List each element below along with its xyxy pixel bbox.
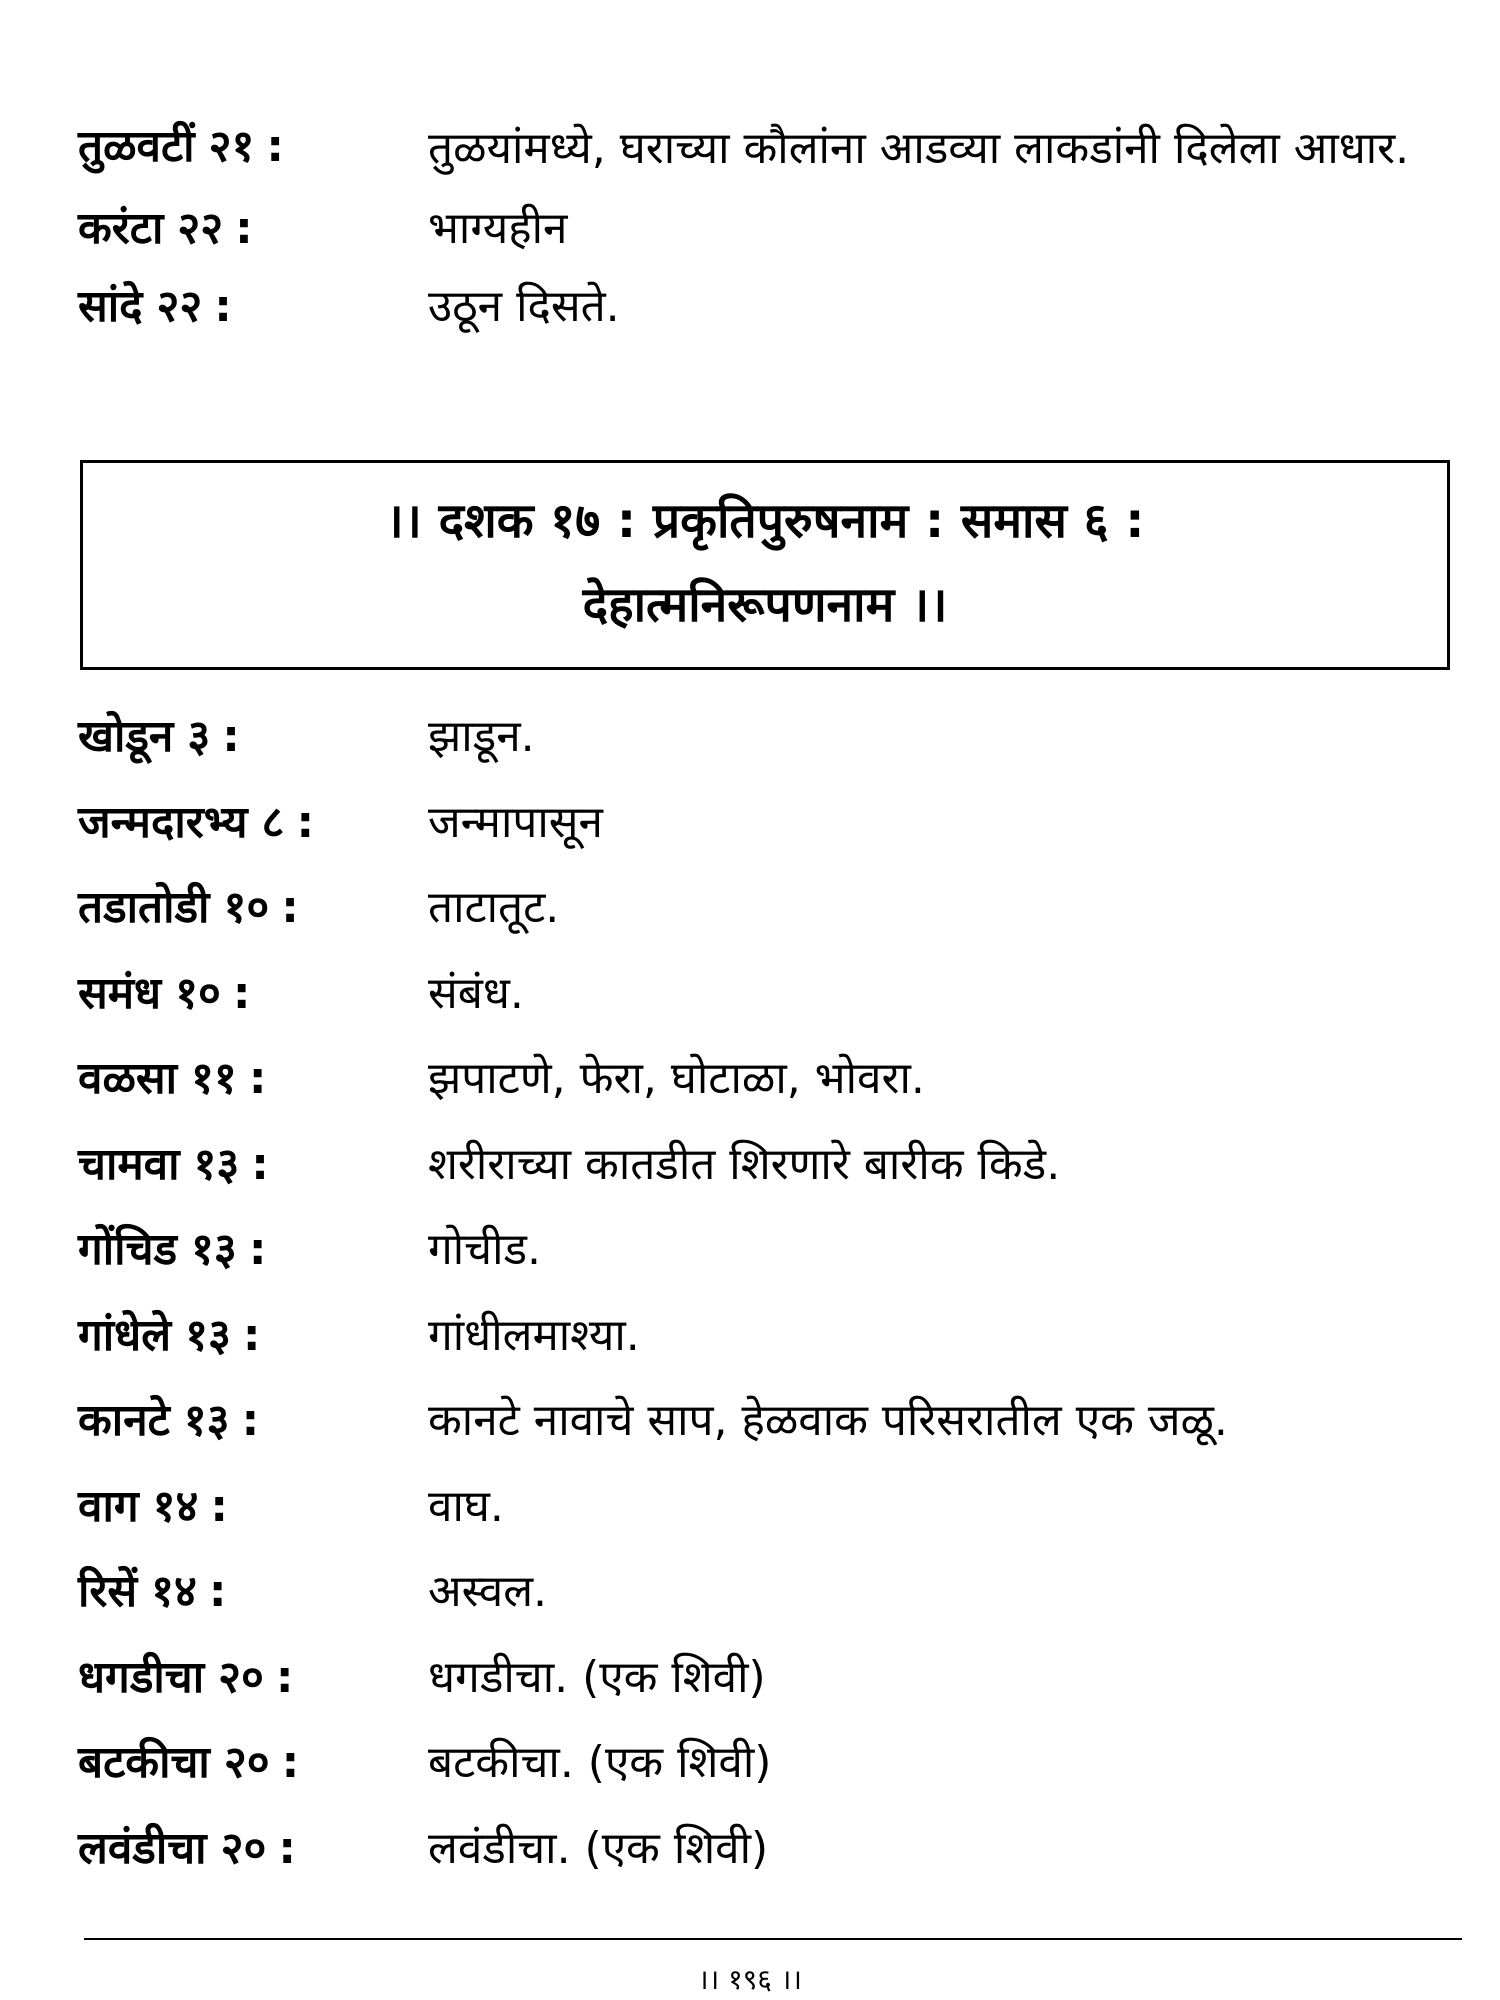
- glossary-meaning: तुळयांमध्ये, घराच्या कौलांना आडव्या लाकडांनी दिलेला आधार.: [428, 123, 1410, 174]
- verse-number: २०: [220, 1822, 267, 1874]
- glossary-list-top: [78, 108, 1458, 346]
- term-colon: :: [281, 882, 299, 933]
- verse-number: २०: [218, 1651, 264, 1703]
- glossary-entry: [78, 190, 1458, 268]
- verse-number: १०: [175, 967, 221, 1019]
- verse-number: ३: [187, 711, 211, 762]
- glossary-entry: [78, 1806, 1458, 1892]
- glossary-meaning: झपाटणे, फेरा, घोटाळा, भोवरा.: [428, 1053, 925, 1104]
- verse-number: ८: [261, 796, 285, 848]
- footer-divider: [84, 1938, 1462, 1940]
- glossary-meaning: शरीराच्या कातडीत शिरणारे बारीक किडे.: [428, 1138, 1061, 1190]
- page-number: ।। १९६ ।।: [698, 1963, 802, 1996]
- verse-number: २०: [223, 1737, 270, 1788]
- term-colon: :: [214, 281, 232, 332]
- glossary-term: तुळवटीं: [78, 121, 195, 172]
- glossary-meaning: वाघ.: [428, 1480, 504, 1532]
- glossary-meaning: गांधीलमाश्या.: [428, 1309, 640, 1361]
- glossary-term: धगडीचा: [78, 1651, 205, 1703]
- glossary-meaning: झाडून.: [428, 711, 535, 762]
- glossary-term: बटकीचा: [78, 1737, 210, 1788]
- glossary-entry: [78, 1036, 1458, 1122]
- glossary-entry: [78, 1464, 1458, 1550]
- glossary-meaning: बटकीचा. (एक शिवी): [428, 1737, 772, 1788]
- glossary-entry: [78, 108, 1458, 190]
- glossary-term: तडातोडी: [78, 882, 210, 933]
- glossary-meaning: अस्वल.: [428, 1566, 548, 1617]
- glossary-term: चामवा: [78, 1138, 180, 1190]
- term-colon: :: [242, 1309, 261, 1361]
- term-colon: :: [278, 1822, 296, 1874]
- glossary-entry: [78, 1378, 1458, 1464]
- term-colon: :: [222, 711, 240, 762]
- section-heading-line-1: ।। दशक १७ : प्रकृतिपुरुषनाम : समास ६ :: [385, 493, 1145, 549]
- term-colon: :: [248, 1224, 267, 1275]
- glossary-term: कानटे: [78, 1395, 170, 1446]
- glossary-term: समंध: [78, 967, 162, 1019]
- verse-number: १३: [183, 1395, 230, 1446]
- term-colon: :: [296, 796, 315, 848]
- glossary-entry: [78, 268, 1458, 346]
- glossary-entry: [78, 694, 1458, 780]
- section-heading-line-2: देहात्मनिरूपणनाम ।।: [582, 577, 948, 633]
- glossary-entry: [78, 951, 1458, 1037]
- glossary-entry: [78, 1549, 1458, 1635]
- glossary-term: सांदे: [78, 281, 143, 332]
- verse-number: १०: [223, 882, 270, 933]
- verse-number: १३: [185, 1309, 231, 1361]
- glossary-meaning: उठून दिसते.: [428, 281, 620, 332]
- term-colon: :: [232, 967, 251, 1019]
- glossary-entry: [78, 1635, 1458, 1721]
- glossary-meaning: धगडीचा. (एक शिवी): [428, 1651, 766, 1703]
- term-colon: :: [275, 1651, 294, 1703]
- term-colon: :: [281, 1737, 300, 1788]
- glossary-term: लवंडीचा: [78, 1822, 207, 1874]
- term-colon: :: [266, 121, 284, 172]
- glossary-entry: [78, 1207, 1458, 1293]
- term-colon: :: [235, 203, 253, 254]
- term-colon: :: [251, 1138, 269, 1190]
- glossary-term: गांधेले: [78, 1309, 172, 1361]
- verse-number: १३: [193, 1138, 240, 1190]
- glossary-entry: [78, 1122, 1458, 1208]
- section-heading-box: [80, 460, 1450, 670]
- verse-number: २२: [156, 281, 203, 332]
- glossary-term: जन्मदारभ्य: [78, 796, 248, 848]
- term-colon: :: [248, 1053, 267, 1104]
- glossary-entry: [78, 780, 1458, 866]
- glossary-entry: [78, 1720, 1458, 1806]
- term-colon: :: [241, 1395, 260, 1446]
- glossary-term: करंटा: [78, 203, 164, 254]
- term-colon: :: [208, 1566, 227, 1617]
- glossary-meaning: गोचीड.: [428, 1224, 542, 1275]
- verse-number: २१: [208, 121, 255, 172]
- verse-number: १३: [191, 1224, 237, 1275]
- glossary-term: रिसें: [78, 1566, 138, 1617]
- term-colon: :: [210, 1480, 229, 1532]
- verse-number: १४: [151, 1566, 197, 1617]
- glossary-meaning: संबंध.: [428, 967, 524, 1019]
- verse-number: २२: [177, 203, 224, 254]
- verse-number: ११: [191, 1053, 237, 1104]
- verse-number: १४: [152, 1480, 199, 1532]
- glossary-term: वळसा: [78, 1053, 178, 1104]
- glossary-meaning: ताटातूट.: [428, 882, 560, 933]
- glossary-term: वाग: [78, 1480, 139, 1532]
- glossary-term: खोडून: [78, 711, 174, 762]
- glossary-meaning: भाग्यहीन: [428, 203, 568, 254]
- glossary-term: गोंचिड: [78, 1224, 178, 1275]
- glossary-entry: [78, 865, 1458, 951]
- glossary-meaning: लवंडीचा. (एक शिवी): [428, 1822, 769, 1874]
- glossary-meaning: कानटे नावाचे साप, हेळवाक परिसरातील एक जळू.: [428, 1395, 1228, 1446]
- glossary-entry: [78, 1293, 1458, 1379]
- glossary-meaning: जन्मापासून: [428, 796, 603, 848]
- glossary-list-bottom: [78, 694, 1458, 1891]
